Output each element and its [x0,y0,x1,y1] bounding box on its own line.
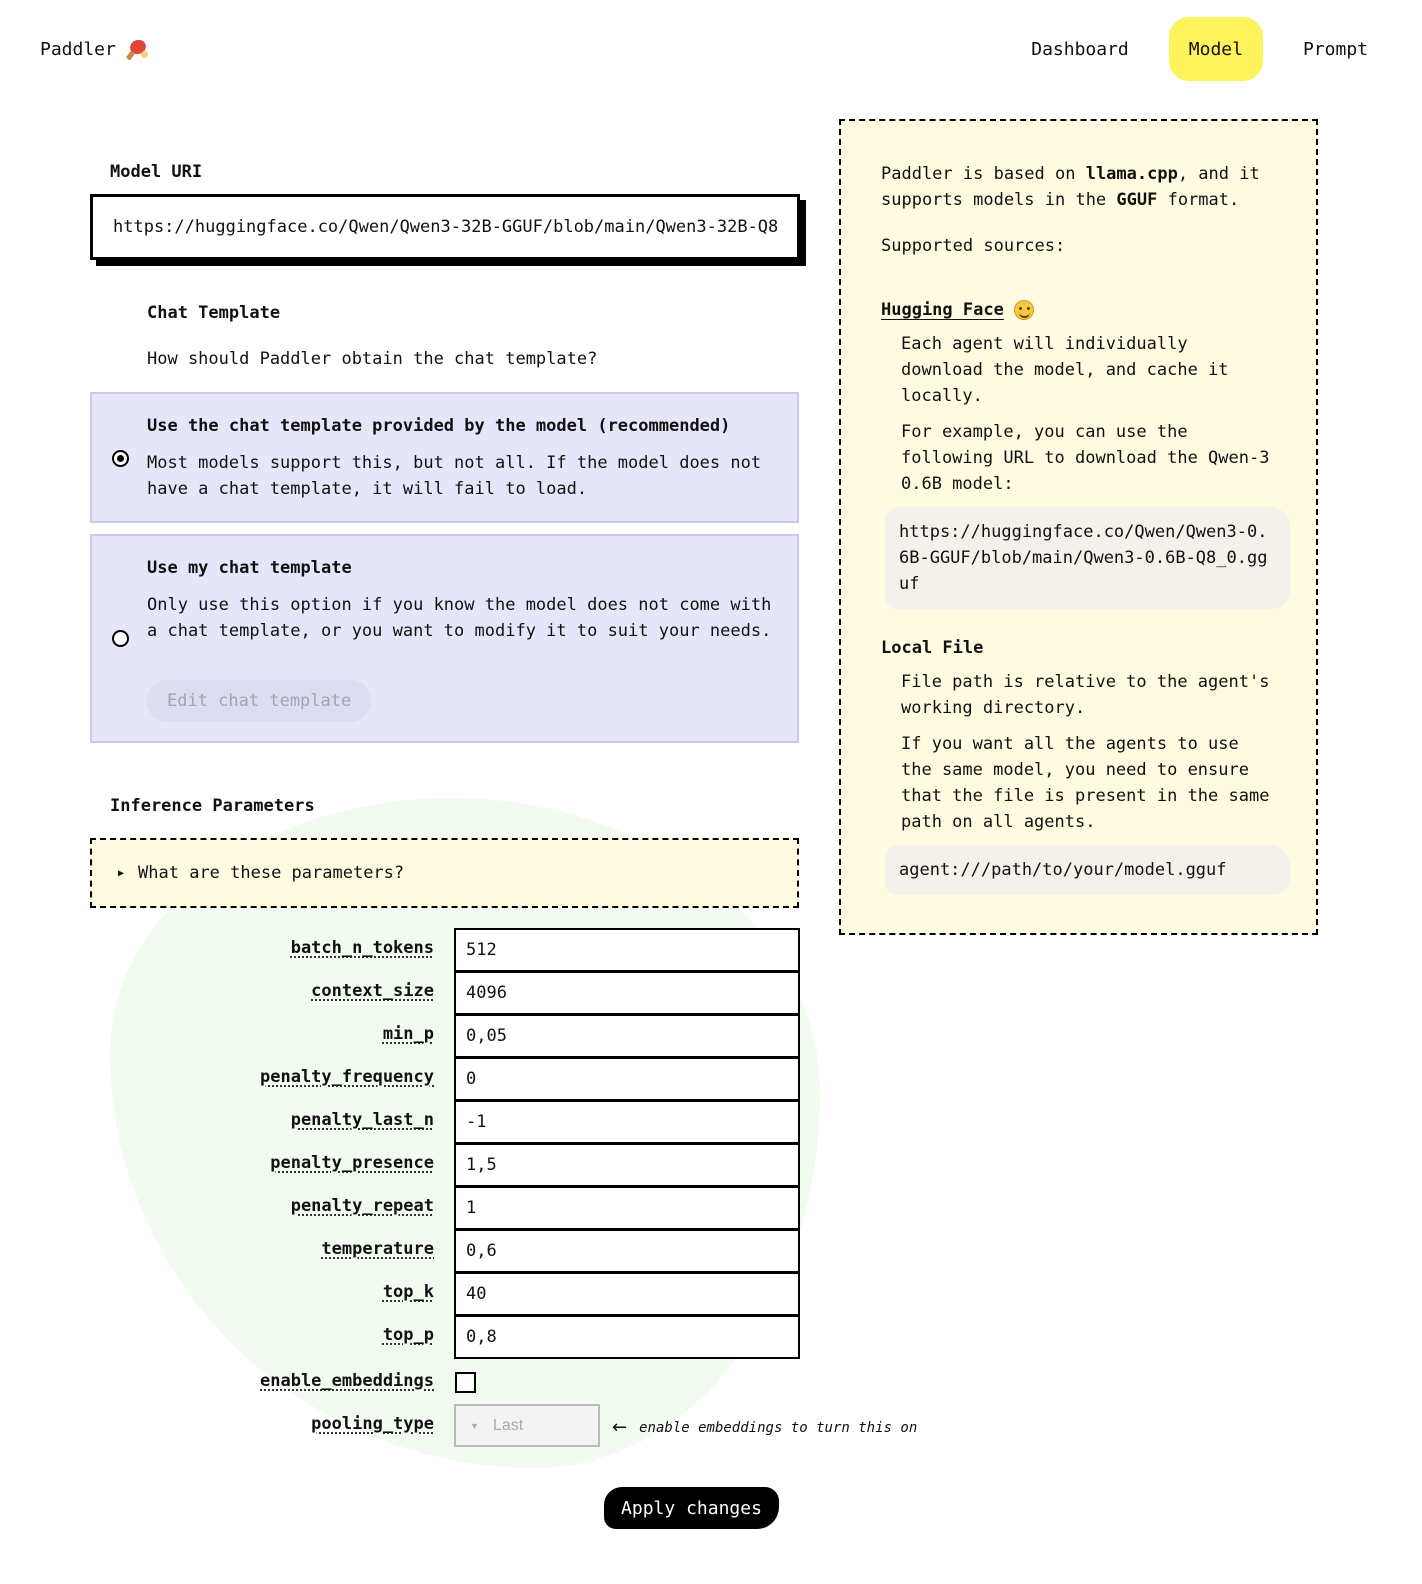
hint-text: enable embeddings to turn this on [639,1419,918,1436]
param-label: penalty_presence [270,1153,434,1173]
hugging-face-section [881,331,1276,497]
param-row [90,1229,800,1272]
hugging-face-example-code: https://huggingface.co/Qwen/Qwen3-0.6B-GGUF/blob/main/Qwen3-0.6B-Q8_0.gguf [885,507,1290,609]
option-title: Use the chat template provided by the model (recommended) [147,416,731,436]
min-p-input[interactable] [454,1014,800,1058]
enable-embeddings-checkbox[interactable] [455,1372,476,1393]
param-row [90,1143,800,1186]
model-uri-label: Model URI [110,162,203,182]
param-row [90,1100,800,1143]
radio-model-template[interactable] [112,450,129,467]
brand-name: Paddler [40,38,116,60]
penalty-frequency-input[interactable] [454,1057,800,1101]
param-label: context_size [311,981,434,1001]
radio-custom-template[interactable] [112,630,129,647]
caret-right-icon: ▶ [118,867,125,879]
chevron-down-icon: ▼ [470,1420,479,1431]
option-description: Only use this option if you know the model does not come with a chat template, or you want to modify it to suit your needs. [147,595,772,641]
model-uri-field [90,194,800,260]
info-sidebar [839,119,1318,935]
hugging-face-heading: Hugging Face [881,297,1276,323]
param-label: penalty_repeat [290,1196,434,1216]
param-row [90,1315,800,1358]
supported-sources-label: Supported sources: [881,236,1066,256]
param-label: batch_n_tokens [290,938,434,958]
param-label: enable_embeddings [260,1371,434,1391]
local-file-heading: Local File [881,638,984,658]
param-row [90,971,800,1014]
param-label: min_p [382,1024,434,1044]
top-k-input[interactable] [454,1272,800,1316]
param-row [90,1361,800,1404]
param-row [90,1272,800,1315]
option-description: Most models support this, but not all. If the model does not have a chat template, it will fail to load. [147,453,762,499]
pooling-type-hint [612,1417,917,1438]
ping-pong-icon [126,38,148,60]
param-row [90,928,800,971]
pooling-type-value: Last [492,1416,524,1434]
penalty-last-n-input[interactable] [454,1100,800,1144]
batch-n-tokens-input[interactable] [454,928,800,972]
param-label: top_p [382,1325,434,1345]
chat-template-question: How should Paddler obtain the chat template? [147,349,598,369]
context-size-input[interactable] [454,971,800,1015]
inference-parameters-label: Inference Parameters [110,796,315,816]
arrow-left-icon: ← [612,1417,628,1438]
local-file-section [881,669,1276,835]
parameters-details[interactable] [90,838,799,908]
param-row [90,1404,918,1447]
local-file-text-2: If you want all the agents to use the same model, you need to ensure that the file is present in the same path on all agents. [901,734,1270,832]
param-label: pooling_type [311,1414,434,1434]
hugging-face-text-1: Each agent will individually download the model, and cache it locally. [901,334,1229,406]
penalty-presence-input[interactable] [454,1143,800,1187]
option-title: Use my chat template [147,558,352,578]
nav-model[interactable]: Model [1169,17,1263,81]
nav-prompt[interactable]: Prompt [1302,38,1368,60]
main-nav [1011,17,1422,81]
top-p-input[interactable] [454,1315,800,1359]
param-label: penalty_frequency [260,1067,434,1087]
local-file-text-1: File path is relative to the agent's working directory. [901,672,1270,718]
param-row [90,1186,800,1229]
hugging-face-icon [1014,300,1034,320]
apply-changes-button[interactable]: Apply changes [604,1487,779,1529]
header [0,0,1422,100]
brand[interactable] [40,38,148,60]
model-uri-input[interactable] [113,217,777,237]
nav-dashboard[interactable]: Dashboard [1031,38,1129,60]
param-label: penalty_last_n [290,1110,434,1130]
param-row [90,1014,800,1057]
chat-template-option-custom[interactable] [90,534,799,743]
local-file-example-code: agent:///path/to/your/model.gguf [885,845,1290,895]
edit-chat-template-button[interactable]: Edit chat template [147,680,371,722]
temperature-input[interactable] [454,1229,800,1273]
sidebar-intro: Paddler is based on llama.cpp, and it supports models in the GGUF format. [881,164,1260,210]
param-row [90,1057,800,1100]
param-label: temperature [321,1239,434,1259]
chat-template-title: Chat Template [147,303,281,323]
param-label: top_k [382,1282,434,1302]
details-summary: What are these parameters? [138,863,405,883]
penalty-repeat-input[interactable] [454,1186,800,1230]
chat-template-option-model[interactable] [90,392,799,523]
pooling-type-select[interactable] [454,1404,600,1447]
hugging-face-text-2: For example, you can use the following URL to download the Qwen-3 0.6B model: [901,422,1270,494]
